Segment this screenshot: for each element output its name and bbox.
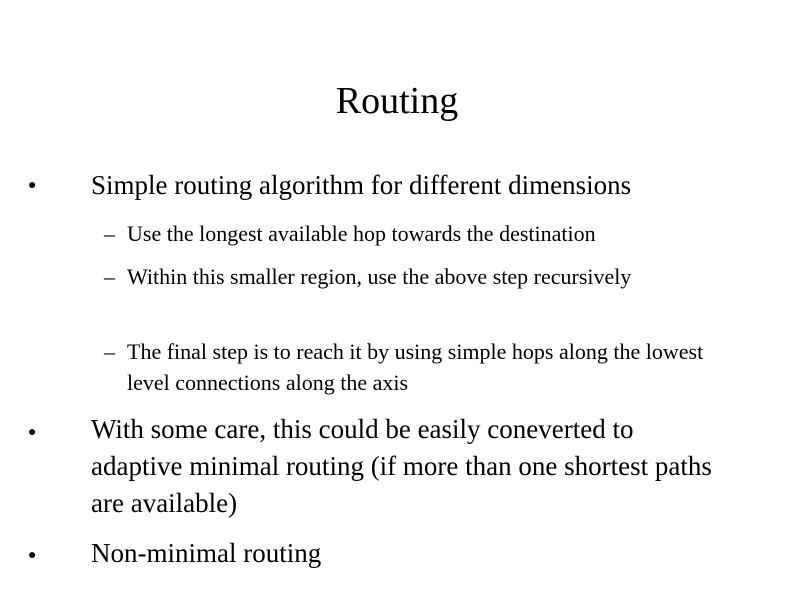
subitem-longest-hop: Use the longest available hop towards the destination <box>127 221 596 246</box>
bullet-item-simple-routing: Simple routing algorithm for different dimensions <box>91 170 632 200</box>
bullet-icon: ● <box>28 425 37 440</box>
dash-icon: – <box>104 221 115 246</box>
subitem-smaller-region: Within this smaller region, use the above step recursively <box>127 264 632 289</box>
bullet-item-non-minimal-routing: Non-minimal routing <box>91 538 322 568</box>
bullet-item-adaptive-routing: With some care, this could be easily coneverted to adaptive minimal routing (if more than one shortest paths are available) <box>91 414 712 518</box>
subitem-final-step: The final step is to reach it by using simple hops along the lowest level connections along the axis <box>127 339 704 395</box>
dash-icon: – <box>104 339 115 364</box>
bullet-icon: ● <box>28 548 37 563</box>
slide-title: Routing <box>335 80 459 122</box>
bullet-icon: ● <box>28 178 37 193</box>
dash-icon: – <box>104 264 115 289</box>
